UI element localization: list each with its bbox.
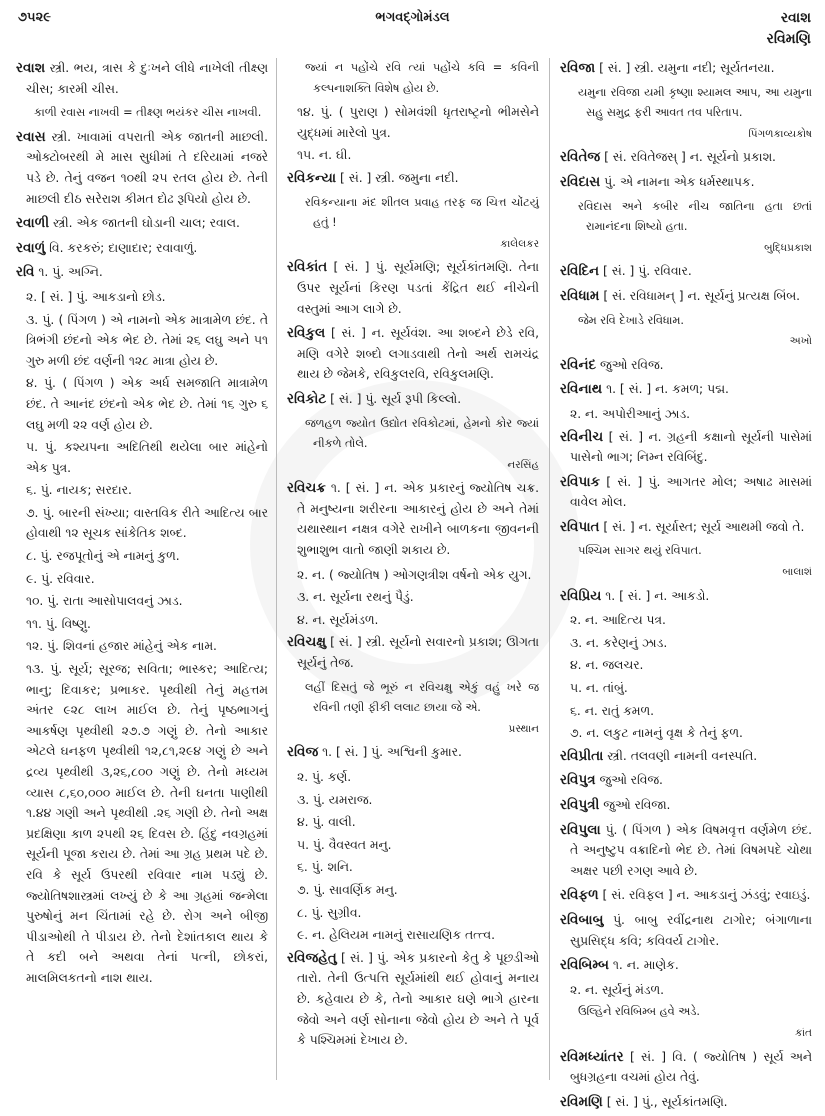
definition: [ સં. ] ન. ગ્રહની કક્ષાનો સૂર્યની પાસેમાં પાસેનો ભાગ; નિમ્ન રવિબિંદુ. <box>570 429 812 465</box>
quote-text: યમુના રવિજા યમી કૃષ્ણા શ્યામલ આપ, આ યમુના સહુ સમુદ્ર ફરી આવત તવ પરિતાપ. <box>578 85 812 120</box>
quote-text: કાળી રવાસ નાખવી = તીક્ષ્ણ ભયંકર ચીસ નાખવી. <box>34 106 262 120</box>
guide-word-first: રવાશ <box>780 10 811 26</box>
column-divider <box>549 58 550 1080</box>
sub-sense: ૧૫. ન. ઘી. <box>297 148 352 163</box>
sub-sense: ૭. પું. બારની સંખ્યા; વાસ્તવિક રીતે આદિત્ય બાર હોવાથી ૧૨ સૂચક સાંકેતિક શબ્દ. <box>26 505 268 541</box>
definition: [ સં. રવિફલ ] ન. આકડાનું ઝંડવું; રવાઇડું. <box>602 888 811 903</box>
sub-sense: ૧૩. પું. સૂર્ય; સૂરજ; સવિતા; ભાસ્કર; આદિત્ય; ભાનુ; દિવાકર; પ્રભાકર. પૃથ્વીથી તેનું મહત્તમ અંતર ૯૨૮ લાખ માઈલ છે. તેનું પૃષ્ઠભાગનું આકર્ષણ પૃથ્વીથી ૨૭.૭ ગણું છે. તેનો આકાર એટલે ઘનફળ પૃથ્વીથી ૧૨,૮૧,૨૯૪ ગણું છે અને દ્રવ્ય પૃથ્વીથી ૩,૨૬,૮૦૦ ગણું છે. તેનો મધ્યમ વ્યાસ ૮,૬૦,૦૦૦ માઈલ છે. તેની ઘનતા પાણીથી ૧.૪૪ ગણી અને પૃથ્વીથી .૨૬ ગણી છે. તેનો અક્ષ પ્રદક્ષિણા કાળ ૨૫થી ૨૬ દિવસ છે. હિંદુ નવગ્રહમાં સૂર્યની પૂજા કરાય છે. તેમાં આ ગ્રહ પ્રથમ પદે છે. રવિ કે સૂર્ય ઉપરથી રવિવાર નામ પડ્યું છે. જ્યોતિષશાસ્ત્રમાં લખ્યું છે કે આ ગ્રહમાં જન્મેલા પુરુષોનું મન ચિંતામાં રહે છે. રોગ અને બીજી પીડાઓથી તે પીડાય છે. તેનો દેશાંતકાલ થાય કે તે કદી બને અથવા તેનાં પત્ની, છોકરાં, માલમિલકતનો નાશ થાય. <box>26 662 268 985</box>
citation-quote <box>287 678 539 740</box>
quote-text: જળહળ જ્યોત ઉદ્યોત રવિકોટમાં, હેમનો કોર જ્યાં નીકળે તોલે. <box>305 416 539 451</box>
dictionary-entry <box>560 820 812 882</box>
definition: ૧. [ સં. ] ન. એક પ્રકારનું જ્યોતિષ ચક્ર. તે મનુષ્યના શરીરના આકારનું હોય છે અને તેમાં યથાસ્થાન નક્ષત્ર વગેરે રાખીને બાળકના જીવનની શુભાશુભ વાતો જાણી શકાય છે. <box>297 481 539 558</box>
dictionary-entry <box>560 58 812 79</box>
headword: રવિનંદ <box>560 356 597 373</box>
headword: રવિકન્યા <box>287 169 337 186</box>
definition: [ સં. રવિતેજસ્ ] ન. સૂર્યનો પ્રકાશ. <box>604 150 776 165</box>
dictionary-entry <box>287 632 539 673</box>
sub-sense: ૨. ન. ( જ્યોતિષ ) ઓગણત્રીશ વર્ષનો એક યુગ. <box>297 567 532 582</box>
definition: વિ. કરકરું; દાણાદાર; રવાવાળું. <box>49 240 198 255</box>
dictionary-entry <box>560 379 812 400</box>
dictionary-entry <box>16 213 268 234</box>
citation-quote <box>560 83 812 145</box>
quote-text: જ્યાં ન પહોંચે રવિ ત્યાં પહોંચે કવિ = કવિની કલ્પનાશક્તિ વિશેષ હોય છે. <box>305 61 539 95</box>
sub-sense: ૨. ન. આદિત્ય પત્ર. <box>570 613 666 628</box>
sub-sense: ૭. ન. લકુટ નામનું વૃક્ષ કે તેનું ફળ. <box>570 726 743 741</box>
sub-sense: ૧૧. પું. વિષ્ણુ. <box>26 616 91 631</box>
citation-quote <box>287 193 539 255</box>
quote-source: કાંત <box>795 1026 812 1039</box>
definition: ૧. પું. અગ્નિ. <box>38 265 103 280</box>
quote-text: લહીં દિસતું જે ભૂરું ન રવિચક્ષુ એકું વહું ખરે જ રવિની તણી ફીકી લલાટ છાયા જે એ. <box>305 680 539 715</box>
dictionary-entry <box>16 127 268 209</box>
quote-text: પશ્ચિમ સાગર થયું રવિપાત. <box>578 544 702 558</box>
quote-text: ઉલ્હિને રવિબિમ્બ હવે અડે. <box>578 1005 700 1019</box>
quote-source: અખો <box>789 335 812 348</box>
headword: રવિનાથ <box>560 381 603 398</box>
sub-sense: ૭. પું. સાવર્ણિક મનુ. <box>297 882 398 897</box>
dictionary-entry <box>287 389 539 410</box>
book-title: ભગવદ્ગોમંડલ <box>375 10 450 25</box>
headword: રવિકાંત <box>287 259 328 276</box>
sub-sense: ૨. ન. અપોરીઆનું ઝાડ. <box>570 406 691 421</box>
definition: [ સં. ] વિ. ( જ્યોતિષ ) સૂર્ય અને બુધગ્રહના વચમાં હોય તેવું. <box>570 1049 812 1085</box>
citation-quote <box>560 541 812 582</box>
definition: ૧. [ સં. ] પું. અશ્વિની કુમાર. <box>322 745 462 760</box>
headword: રવિપાત <box>560 518 600 535</box>
definition: પું. બાબુ રવીંદ્રનાથ ટાગોર; બંગાળાના સુપ્રસિદ્ધ કવિ; કવિવર્ય ટાગોર. <box>570 912 812 948</box>
headword: રવિનીચ <box>560 428 604 445</box>
dictionary-entry <box>560 261 812 282</box>
sub-sense: ૩. ન. સૂર્યના રથનું પૈડું. <box>297 590 414 605</box>
headword: રવિમણિ <box>560 1093 603 1110</box>
headword: રવિતેજ <box>560 149 601 166</box>
headword: રવિપ્રીતા <box>560 747 604 764</box>
headword: રવાસ <box>16 128 46 145</box>
sub-sense: ૪. ન. જલચર. <box>570 658 644 673</box>
citation-quote <box>287 414 539 476</box>
definition: [ સં. ] સ્ત્રી. યમુના નદી; સૂર્યતનયા. <box>599 61 775 75</box>
headword: રવાશ <box>16 60 46 76</box>
headword: રવિજા <box>560 60 596 76</box>
quote-source: નરસિંહ <box>507 458 539 471</box>
headword: રવાળું <box>16 239 46 256</box>
quote-text: રવિદાસ અને કબીર નીચ જાતિના હતા છતાં રામાનંદના શિષ્યો હતા. <box>578 199 812 234</box>
quote-source: બુદ્ધિપ્રકાશ <box>764 241 812 254</box>
sub-sense: ૮. પું. સુગ્રીવ. <box>297 905 362 920</box>
headword: રવિધામ <box>560 287 600 304</box>
headword: રવિબાબુ <box>560 911 604 928</box>
page-number: ૭૫૨૯ <box>18 10 51 25</box>
sub-sense: ૪. પું. ( પિંગળ ) એક અર્ધ સમજાતિ માત્રામેળ છંદ. તે આનંદ છંદનો એક ભેદ છે. તેમાં ૧૬ ગુરુ ૬ લઘુ મળી ૨૨ વર્ણ હોય છે. <box>26 376 268 432</box>
dictionary-entry <box>16 262 268 283</box>
definition: જુઓ રવિજ. <box>599 357 664 372</box>
definition: [ સં. રવિધામન્ ] ન. સૂર્યનું પ્રત્યક્ષ બિંબ. <box>603 288 800 303</box>
definition: સ્ત્રી. ખાવામાં વપરાતી એક જાતની માછલી. ઓક્ટોબરથી મે માસ સુધીમાં તે દરિયામાં નજરે પડે છે. તેનું વજન ૧૦થી ૨૫ રતલ હોય છે. તેની માછલી દીઠ સરેરાશ કીમત દોઢ રૂપિયો હોય છે. <box>26 129 268 206</box>
sub-sense: ૫. ન. તાંબું. <box>570 681 628 696</box>
definition: સ્ત્રી. તલવણી નામની વનસ્પતિ. <box>607 748 758 763</box>
headword: રવિમધ્યાંતર <box>560 1048 624 1065</box>
dictionary-entry <box>560 1047 812 1088</box>
definition: [ સં. ] પું. સૂર્ય રૂપી કિલ્લો. <box>330 391 462 406</box>
definition: [ સં. ] સ્ત્રી. જમુના નદી. <box>340 170 459 185</box>
dictionary-entry <box>16 58 268 99</box>
headword: રવિચક્ર <box>287 480 326 497</box>
dictionary-entry <box>287 478 539 560</box>
dictionary-entry <box>287 948 539 1051</box>
quote-source: પિંગળકાવ્યકોષ <box>748 127 812 140</box>
column-3 <box>560 58 812 1116</box>
sub-sense: ૫. પું. કશ્યપના અદિતિથી થયેલા બાર માંહેનો એક પુત્ર. <box>26 440 268 475</box>
definition: સ્ત્રી. એક જાતની ઘોડાની ચાલ; રવાલ. <box>53 216 240 231</box>
definition: [ સં. ] પું. એક પ્રકારનો કેતુ કે પૂછડીઓ તારો. તેની ઉત્પત્તિ સૂર્યમાંથી થઈ હોવાનું મનાય છે. કહેવાય છે કે, તેનો આકાર ઘણે ભાગે હારના જેવો અને વર્ણ સોનાના જેવો હોય છે અને તે પૂર્વ કે પશ્ચિમમાં દેખાય છે. <box>297 950 539 1048</box>
quote-text: રવિકન્યાના મંદ શીતલ પ્રવાહ તરફ જ ચિત્ત ચોંટયું હતું ! <box>305 195 539 230</box>
dictionary-entry <box>560 955 812 976</box>
sub-sense: ૪. ન. સૂર્યમંડળ. <box>297 612 379 627</box>
dictionary-entry <box>287 168 539 189</box>
headword: રવિદિન <box>560 263 600 280</box>
guide-words <box>767 8 811 50</box>
citation-quote <box>287 58 539 99</box>
sub-sense: ૨. [ સં. ] પું. આકડાનો છોડ. <box>26 289 166 304</box>
column-divider <box>276 58 277 1080</box>
dictionary-entry <box>560 147 812 168</box>
sub-sense: ૩. પું. યમરાજ. <box>297 792 373 807</box>
headword: રવિકુલ <box>287 325 326 342</box>
sub-sense: ૨. ન. સૂર્યનું મંડળ. <box>570 982 665 997</box>
sub-sense: ૩. પું. ( પિંગળ ) એ નામનો એક માત્રામેળ છંદ. તે ત્રિભંગી છંદનો એક ભેદ છે. તેમાં ૨૬ લઘુ અને ૫૧ ગુરુ મળી છંદ વર્ણની ૧૨૮ માત્રા હોય છે. <box>26 312 268 368</box>
definition: [ સં. ] સ્ત્રી. સૂર્યનો સવારનો પ્રકાશ; ઊગતા સૂર્યનું તેજ. <box>297 635 539 671</box>
definition: પું. એ નામના એક ધર્મસ્થાપક. <box>604 174 755 189</box>
sub-sense: ૬. પું. શનિ. <box>297 860 353 875</box>
column-1 <box>16 58 268 991</box>
definition: [ સં. ] પું., સૂર્યકાંતમણિ. <box>606 1094 728 1109</box>
dictionary-entry <box>560 517 812 538</box>
dictionary-entry <box>16 238 268 259</box>
headword: રવિદાસ <box>560 173 601 190</box>
dictionary-entry <box>560 355 812 376</box>
dictionary-entry <box>287 257 539 319</box>
sub-sense: ૬. ન. રાતું કમળ. <box>570 703 654 718</box>
definition: [ સં. ] પું. આગતર મોલ; અષાઢ માસમાં વાવેલ મોલ. <box>570 474 812 510</box>
dictionary-entry <box>560 910 812 951</box>
headword: રવિફળ <box>560 887 599 904</box>
definition: [ સં. ] ન. સૂર્યાસ્ત; સૂર્ય આથમી જવો તે. <box>603 519 805 534</box>
definition: ૧. ન. માણેક. <box>612 958 679 973</box>
headword: રવિપ્રિય <box>560 587 602 604</box>
definition: ૧. [ સં. ] ન. આકડો. <box>605 588 710 603</box>
definition: [ સં. ] ન. સૂર્યવંશ. આ શબ્દને છેડે રવિ, મણિ વગેરે શબ્દો લગાડવાથી તેનો અર્થ રામચંદ્ર થાય છે જેમકે, રવિકુલરવિ, રવિકુલમણિ. <box>297 326 539 382</box>
definition: જુઓ રવિજ. <box>599 773 663 788</box>
definition: [ સં. ] પું. સૂર્યમણિ; સૂર્યકાંતમણિ. તેના ઉપર સૂર્યનાં કિરણ પડતાં કેંદ્રિત થઈ નીચેની વસ્તુમાં આગ લાગે છે. <box>297 260 539 316</box>
headword: રવિજ <box>287 744 319 761</box>
citation-quote <box>16 103 268 124</box>
dictionary-entry <box>560 586 812 607</box>
sub-sense: ૮. પું. રજપૂતોનું એ નામનું કુળ. <box>26 549 180 564</box>
dictionary-entry <box>560 427 812 468</box>
dictionary-entry <box>560 795 812 816</box>
dictionary-entry <box>560 1092 812 1113</box>
quote-text: જેમ રવિ દેખાડે રવિધામ. <box>578 313 684 327</box>
sub-sense: ૧૨. પું. શિવનાં હજાર માંહેનું એક નામ. <box>26 639 217 654</box>
sub-sense: ૩. ન. કરેણનું ઝાડ. <box>570 635 668 650</box>
quote-source: કાલેલકર <box>500 237 539 250</box>
dictionary-entry <box>560 770 812 791</box>
headword: રવિચક્ષુ <box>287 634 327 651</box>
headword: રવિબિમ્બ <box>560 957 609 974</box>
headword: રવિપુત્રી <box>560 797 600 813</box>
sub-sense: ૪. પું. વાલી. <box>297 815 356 830</box>
headword: રવિપુલા <box>560 821 601 838</box>
headword: રવાળી <box>16 215 50 232</box>
citation-quote <box>560 197 812 259</box>
sub-sense: ૯. પું. રવિવાર. <box>26 571 95 586</box>
definition: પું. ( પિંગળ ) એક વિષમવૃત્ત વર્ણમેળ છંદ. તે અનુષ્ટુપ વક્રાદિનો ભેદ છે. તેમાં વિષમપદે ચોથા અક્ષર પછી રગણ આવે છે. <box>570 822 812 878</box>
quote-source: બાલાશં <box>782 566 812 579</box>
dictionary-entry <box>560 746 812 767</box>
headword: રવિપુત્ર <box>560 772 596 789</box>
sub-sense: ૬. પું. નાયક; સરદાર. <box>26 483 132 498</box>
definition: જુઓ રવિજા. <box>603 798 671 812</box>
sub-sense: ૧૪. પું. ( પુરાણ ) સોમવંશી ધૃતરાષ્ટ્રનો ભીમસેને યુદ્ધમાં મારેલો પુત્ર. <box>297 105 539 140</box>
headword: રવિજહેતુ <box>287 949 337 966</box>
citation-quote <box>560 1002 812 1043</box>
dictionary-entry <box>560 472 812 513</box>
dictionary-entry <box>560 885 812 906</box>
dictionary-entry <box>560 286 812 307</box>
quote-source: પ્રસ્થાન <box>508 722 539 735</box>
dictionary-entry <box>287 323 539 385</box>
sub-sense: ૯. ન. હેલિયમ નામનું રાસાયણિક તત્ત્વ. <box>297 928 495 943</box>
headword: રવિકોટ <box>287 390 327 407</box>
sub-sense: ૧૦. પું. રાતા આસોપાલવનું ઝાડ. <box>26 594 183 609</box>
definition: [ સં. ] પું. રવિવાર. <box>603 264 692 279</box>
headword: રવિપાક <box>560 473 601 490</box>
sub-sense: ૨. પું. કર્ણ. <box>297 770 352 784</box>
dictionary-entry <box>287 742 539 763</box>
sub-sense: ૫. પું. વૈવસ્વત મનુ. <box>297 837 392 852</box>
definition: સ્ત્રી. ભય, ત્રાસ કે દુઃખને લીધે નાખેલી તીક્ષ્ણ ચીસ; કારમી ચીસ. <box>26 61 268 96</box>
column-2 <box>287 58 539 1055</box>
headword: રવિ <box>16 264 35 281</box>
definition: ૧. [ સં. ] ન. કમળ; પદ્મ. <box>606 382 729 397</box>
dictionary-entry <box>560 172 812 193</box>
citation-quote <box>560 311 812 352</box>
guide-word-last: રવિમણિ <box>766 31 811 47</box>
